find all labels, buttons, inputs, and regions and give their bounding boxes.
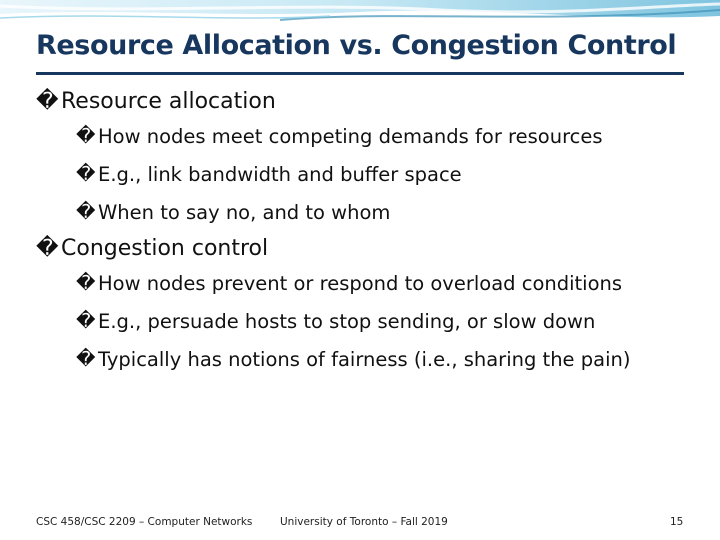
sub-bullet	[36, 264, 706, 302]
bullet-icon: �	[36, 88, 59, 114]
sub-bullet	[36, 340, 706, 378]
bullet-icon: �	[76, 163, 96, 185]
sub-bullet-text: E.g., persuade hosts to stop sending, or slow down	[98, 309, 596, 333]
bullet-icon: �	[76, 310, 96, 332]
sub-bullet-text: Typically has notions of fairness (i.e., sharing the pain)	[98, 347, 631, 371]
sub-bullet-text: How nodes meet competing demands for resources	[98, 124, 603, 148]
bullet-icon: �	[76, 272, 96, 294]
bullet-text: Congestion control	[61, 235, 269, 261]
footer-institution: University of Toronto – Fall 2019	[280, 516, 448, 528]
sub-bullet	[36, 193, 706, 231]
sub-bullet-text: How nodes prevent or respond to overload conditions	[98, 271, 623, 295]
sub-bullet-text: When to say no, and to whom	[98, 200, 391, 224]
bullet-icon: �	[76, 348, 96, 370]
bullet-congestion-control	[36, 232, 706, 264]
slide-body	[36, 84, 706, 378]
bullet-text: Resource allocation	[61, 88, 276, 114]
decorative-wave-banner	[0, 0, 720, 26]
bullet-icon: �	[76, 201, 96, 223]
sub-bullet	[36, 302, 706, 340]
bullet-icon: �	[36, 235, 59, 261]
bullet-resource-allocation	[36, 85, 706, 117]
title-underline	[36, 72, 684, 75]
footer-course: CSC 458/CSC 2209 – Computer Networks	[36, 516, 253, 528]
page-number: 15	[670, 516, 684, 528]
sub-bullet	[36, 155, 706, 193]
sub-bullet-text: E.g., link bandwidth and buffer space	[98, 162, 462, 186]
slide-title: Resource Allocation vs. Congestion Control	[36, 30, 677, 61]
sub-bullet	[36, 117, 706, 155]
bullet-icon: �	[76, 125, 96, 147]
